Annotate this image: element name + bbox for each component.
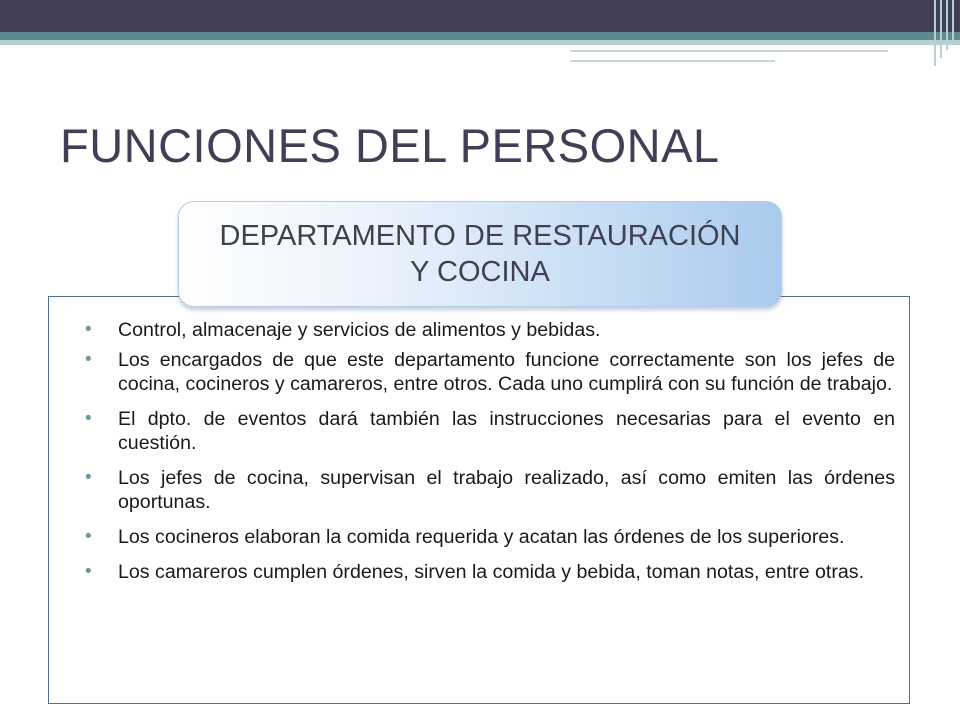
bullet-text: Los camareros cumplen órdenes, sirven la comida y bebida, toman notas, entre otras. [118,561,865,583]
list-item [85,525,895,549]
bullet-icon: • [85,467,92,488]
bullet-icon: • [85,561,92,582]
bullet-text: Los jefes de cocina, supervisan el trabajo realizado, así como emiten las órdenes oportunas. [118,467,895,513]
list-item [85,348,895,396]
corner-decoration [932,0,960,66]
bullet-icon: • [85,408,92,429]
decorative-line [570,50,888,52]
section-header-text: DEPARTAMENTO DE RESTAURACIÓN Y COCINA [219,220,741,288]
bullet-icon: • [85,526,92,547]
bullet-text: Control, almacenaje y servicios de alimentos y bebidas. [118,319,601,341]
list-item [85,560,895,584]
list-item [85,407,895,455]
bullet-icon: • [85,319,92,340]
section-header-pill [178,201,782,307]
top-accent-stripe [0,32,960,40]
bullet-text: El dpto. de eventos dará también las instrucciones necesarias para el evento en cuestión. [118,408,895,454]
bullet-list [85,318,895,595]
slide-title: FUNCIONES DEL PERSONAL [60,119,720,172]
list-item [85,466,895,514]
bullet-text: Los encargados de que este departamento funcione correctamente son los jefes de cocina, cocineros y camareros, entre otros. Cada uno cumplirá con su función de trabajo. [118,349,895,395]
bullet-icon: • [85,349,92,370]
list-item [85,318,895,342]
bullet-text: Los cocineros elaboran la comida requerida y acatan las órdenes de los superiores. [118,526,845,548]
top-decorative-bar [0,0,960,32]
decorative-line [570,60,775,62]
top-light-stripe [0,40,960,45]
